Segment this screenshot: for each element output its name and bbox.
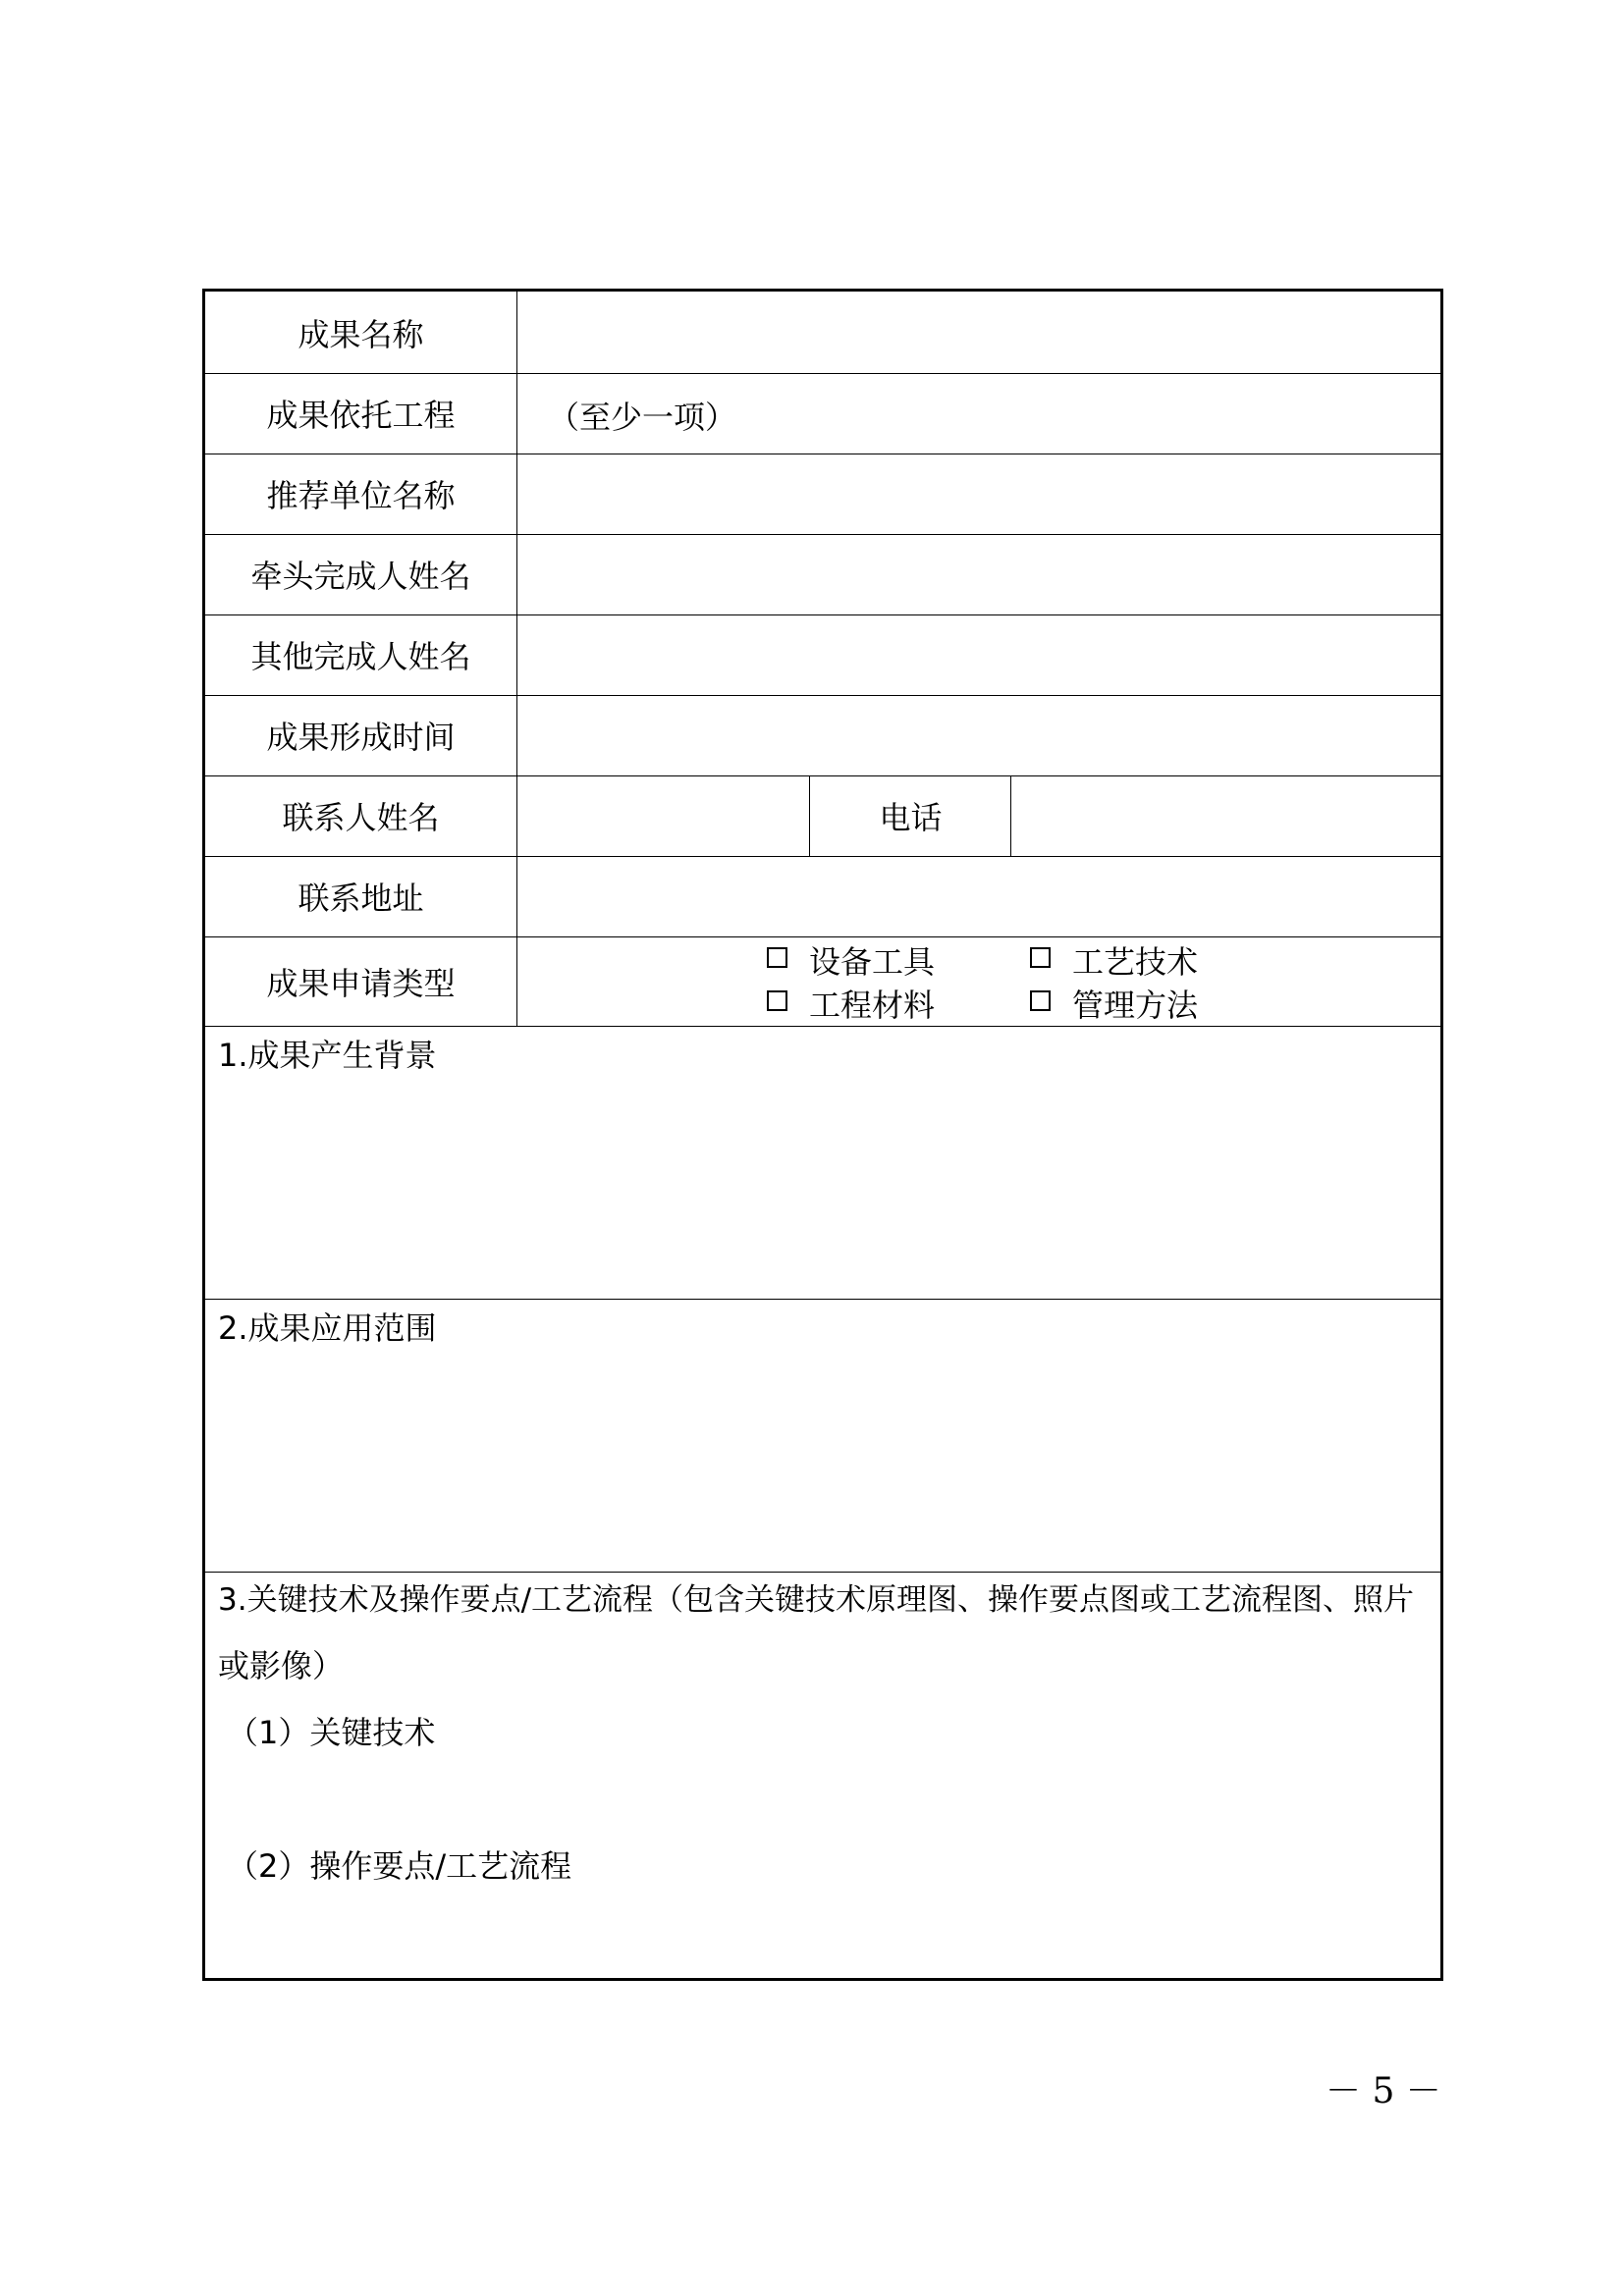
- contact-address-label: 联系地址: [298, 880, 424, 917]
- option-equipment-tools[interactable]: 设备工具: [767, 939, 935, 981]
- option-process-technology[interactable]: 工艺技术: [1030, 939, 1198, 981]
- scope-heading: 2.成果应用范围: [218, 1309, 437, 1347]
- key-technology-heading-line1: 3.关键技术及操作要点/工艺流程（包含关键技术原理图、操作要点图或工艺流程图、照片: [218, 1582, 1415, 1618]
- operation-points-subheading: （2）操作要点/工艺流程: [227, 1847, 572, 1885]
- row-divider: [205, 1572, 1440, 1573]
- lead-person-label: 牵头完成人姓名: [250, 558, 471, 595]
- key-technology-heading-line2: 或影像）: [218, 1647, 345, 1684]
- column-divider: [1010, 775, 1011, 856]
- recommending-unit-field[interactable]: [518, 454, 1441, 534]
- column-divider: [516, 292, 517, 1026]
- checkbox-icon[interactable]: [767, 990, 787, 1011]
- contact-name-field[interactable]: [518, 775, 809, 856]
- formation-time-label: 成果形成时间: [266, 719, 456, 756]
- contact-address-field[interactable]: [518, 856, 1441, 936]
- scope-section[interactable]: [205, 1301, 1440, 1572]
- checkbox-icon[interactable]: [1030, 947, 1051, 968]
- key-technology-subheading: （1）关键技术: [227, 1714, 436, 1751]
- other-persons-field[interactable]: [518, 614, 1441, 695]
- option-management-methods[interactable]: 管理方法: [1030, 983, 1198, 1024]
- lead-person-field[interactable]: [518, 534, 1441, 614]
- contact-name-label: 联系人姓名: [282, 799, 440, 836]
- project-hint: （至少一项）: [548, 399, 737, 436]
- row-divider: [205, 1026, 1440, 1027]
- formation-time-field[interactable]: [518, 695, 1441, 775]
- application-type-label: 成果申请类型: [266, 964, 456, 1002]
- page-number: － 5 －: [1326, 2071, 1441, 2111]
- key-technology-section[interactable]: [205, 1574, 1440, 1978]
- phone-label: 电话: [879, 799, 943, 836]
- option-engineering-materials[interactable]: 工程材料: [767, 983, 935, 1024]
- achievement-name-field[interactable]: [518, 292, 1441, 373]
- checkbox-icon[interactable]: [1030, 990, 1051, 1011]
- row-divider: [205, 1299, 1440, 1300]
- other-persons-label: 其他完成人姓名: [250, 638, 471, 675]
- background-heading: 1.成果产生背景: [218, 1037, 437, 1074]
- application-form: [202, 289, 1443, 1981]
- phone-field[interactable]: [1012, 775, 1441, 856]
- project-field[interactable]: [518, 373, 1441, 454]
- achievement-name-label: 成果名称: [298, 315, 424, 353]
- background-section[interactable]: [205, 1028, 1440, 1299]
- checkbox-icon[interactable]: [767, 947, 787, 968]
- project-label: 成果依托工程: [266, 397, 456, 434]
- column-divider: [809, 775, 810, 856]
- recommending-unit-label: 推荐单位名称: [266, 477, 456, 514]
